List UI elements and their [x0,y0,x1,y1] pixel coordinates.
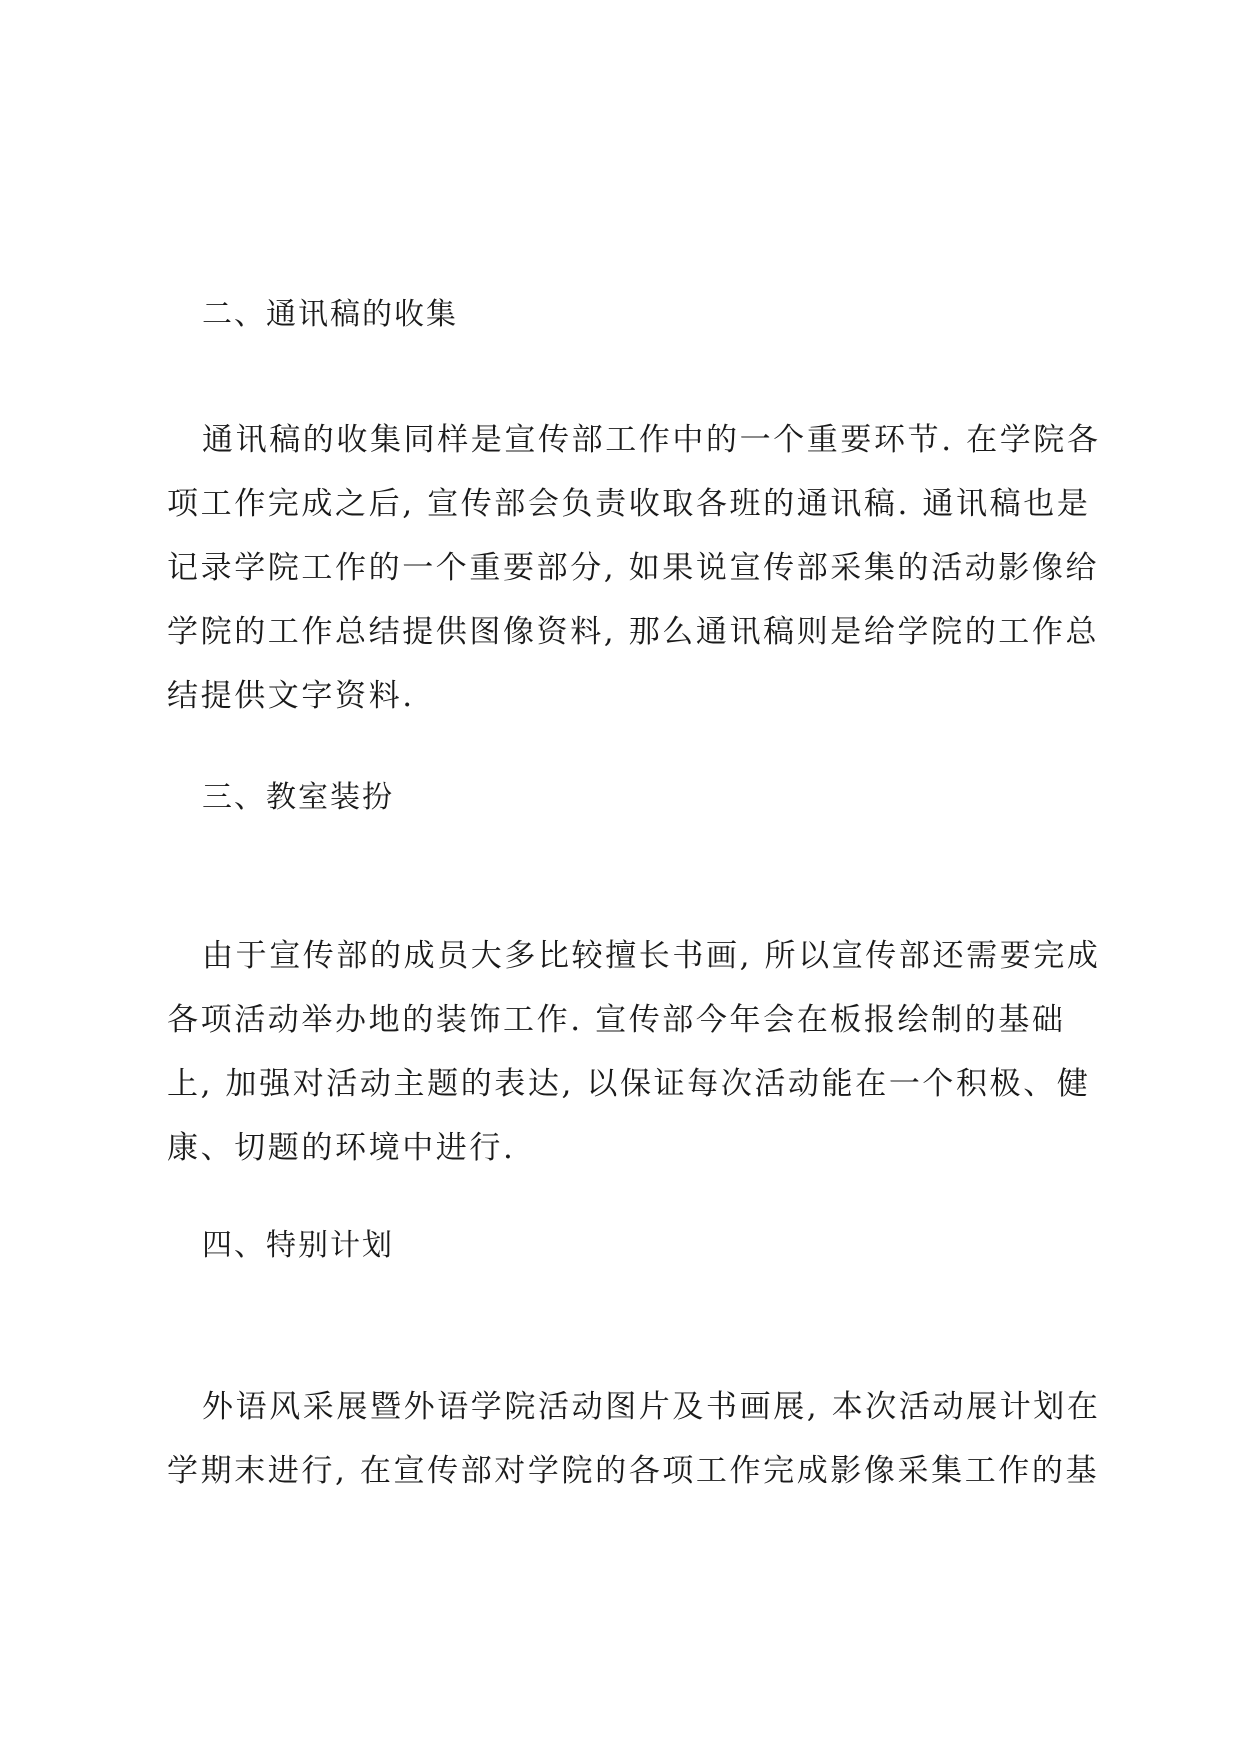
paragraph-line: 康、切题的环境中进行. [167,1130,516,1166]
paragraph-line: 上, 加强对活动主题的表达, 以保证每次活动能在一个积极、健 [167,1066,1091,1102]
section-heading-2: 二、通讯稿的收集 [202,297,458,332]
paragraph-line: 外语风采展暨外语学院活动图片及书画展, 本次活动展计划在 [202,1389,1101,1425]
paragraph-line: 学期末进行, 在宣传部对学院的各项工作完成影像采集工作的基 [167,1453,1100,1489]
paragraph-line: 由于宣传部的成员大多比较擅长书画, 所以宣传部还需要完成 [202,938,1101,974]
paragraph-line: 通讯稿的收集同样是宣传部工作中的一个重要环节. 在学院各 [202,422,1101,458]
paragraph-line: 学院的工作总结提供图像资料, 那么通讯稿则是给学院的工作总 [167,614,1100,650]
section-paragraph-2 [167,408,1101,728]
section-paragraph-4 [167,1375,1101,1503]
paragraph-line: 记录学院工作的一个重要部分, 如果说宣传部采集的活动影像给 [167,550,1100,586]
section-paragraph-3 [167,924,1101,1180]
section-heading-3: 三、教室装扮 [202,780,394,815]
paragraph-line: 各项活动举办地的装饰工作. 宣传部今年会在板报绘制的基础 [167,1002,1066,1038]
paragraph-line: 项工作完成之后, 宣传部会负责收取各班的通讯稿. 通讯稿也是 [167,486,1091,522]
section-heading-4: 四、特别计划 [202,1228,394,1263]
paragraph-line: 结提供文字资料. [167,678,415,714]
